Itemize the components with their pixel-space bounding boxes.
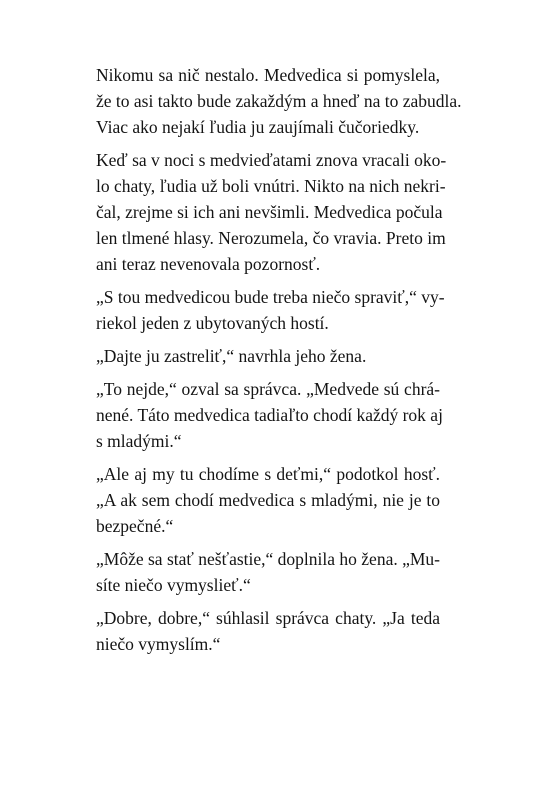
text-line: Nikomu sa nič nestalo. Medvedica si pomyslela, [96,65,440,85]
paragraph-3 [96,284,445,336]
text-line: len tlmené hlasy. Nerozumela, čo vravia. Preto im [96,228,446,248]
text-line: že to asi takto bude zakaždým a hneď na to zabudla. [96,91,462,111]
text-line: síte niečo vymyslieť.“ [96,575,251,595]
text-line: ani teraz nevenovala pozornosť. [96,254,321,274]
text-line: „To nejde,“ ozval sa správca. „Medvede sú chrá- [96,379,440,399]
text-line: „Ale aj my tu chodíme s deťmi,“ podotkol hosť. [96,464,440,484]
text-line: Viac ako nejakí ľudia ju zaujímali čučoriedky. [96,117,420,137]
text-line: „Môže sa stať nešťastie,“ doplnila ho žena. „Mu- [96,549,440,569]
text-line: „A ak sem chodí medvedica s mladými, nie je to [96,490,440,510]
text-line: „Dobre, dobre,“ súhlasil správca chaty. „Ja teda [96,608,440,628]
text-line: nené. Táto medvedica tadiaľto chodí každý rok aj [96,405,443,425]
text-line: s mladými.“ [96,431,182,451]
story-text [96,62,462,664]
paragraph-5 [96,376,443,454]
text-line: „S tou medvedicou bude treba niečo spraviť,“ vy- [96,287,445,307]
text-line: „Dajte ju zastreliť,“ navrhla jeho žena. [96,346,367,366]
text-line: lo chaty, ľudia už boli vnútri. Nikto na nich nekri- [96,176,446,196]
text-line: riekol jeden z ubytovaných hostí. [96,313,329,333]
paragraph-4 [96,343,440,369]
paragraph-7 [96,546,440,598]
paragraph-2 [96,147,447,277]
text-line: Keď sa v noci s medvieďatami znova vracali oko- [96,150,447,170]
text-line: niečo vymyslím.“ [96,634,221,654]
paragraph-1 [96,62,462,140]
text-line: bezpečné.“ [96,516,174,536]
paragraph-8 [96,605,440,657]
text-line: čal, zrejme si ich ani nevšimli. Medvedica počula [96,202,443,222]
paragraph-6 [96,461,440,539]
